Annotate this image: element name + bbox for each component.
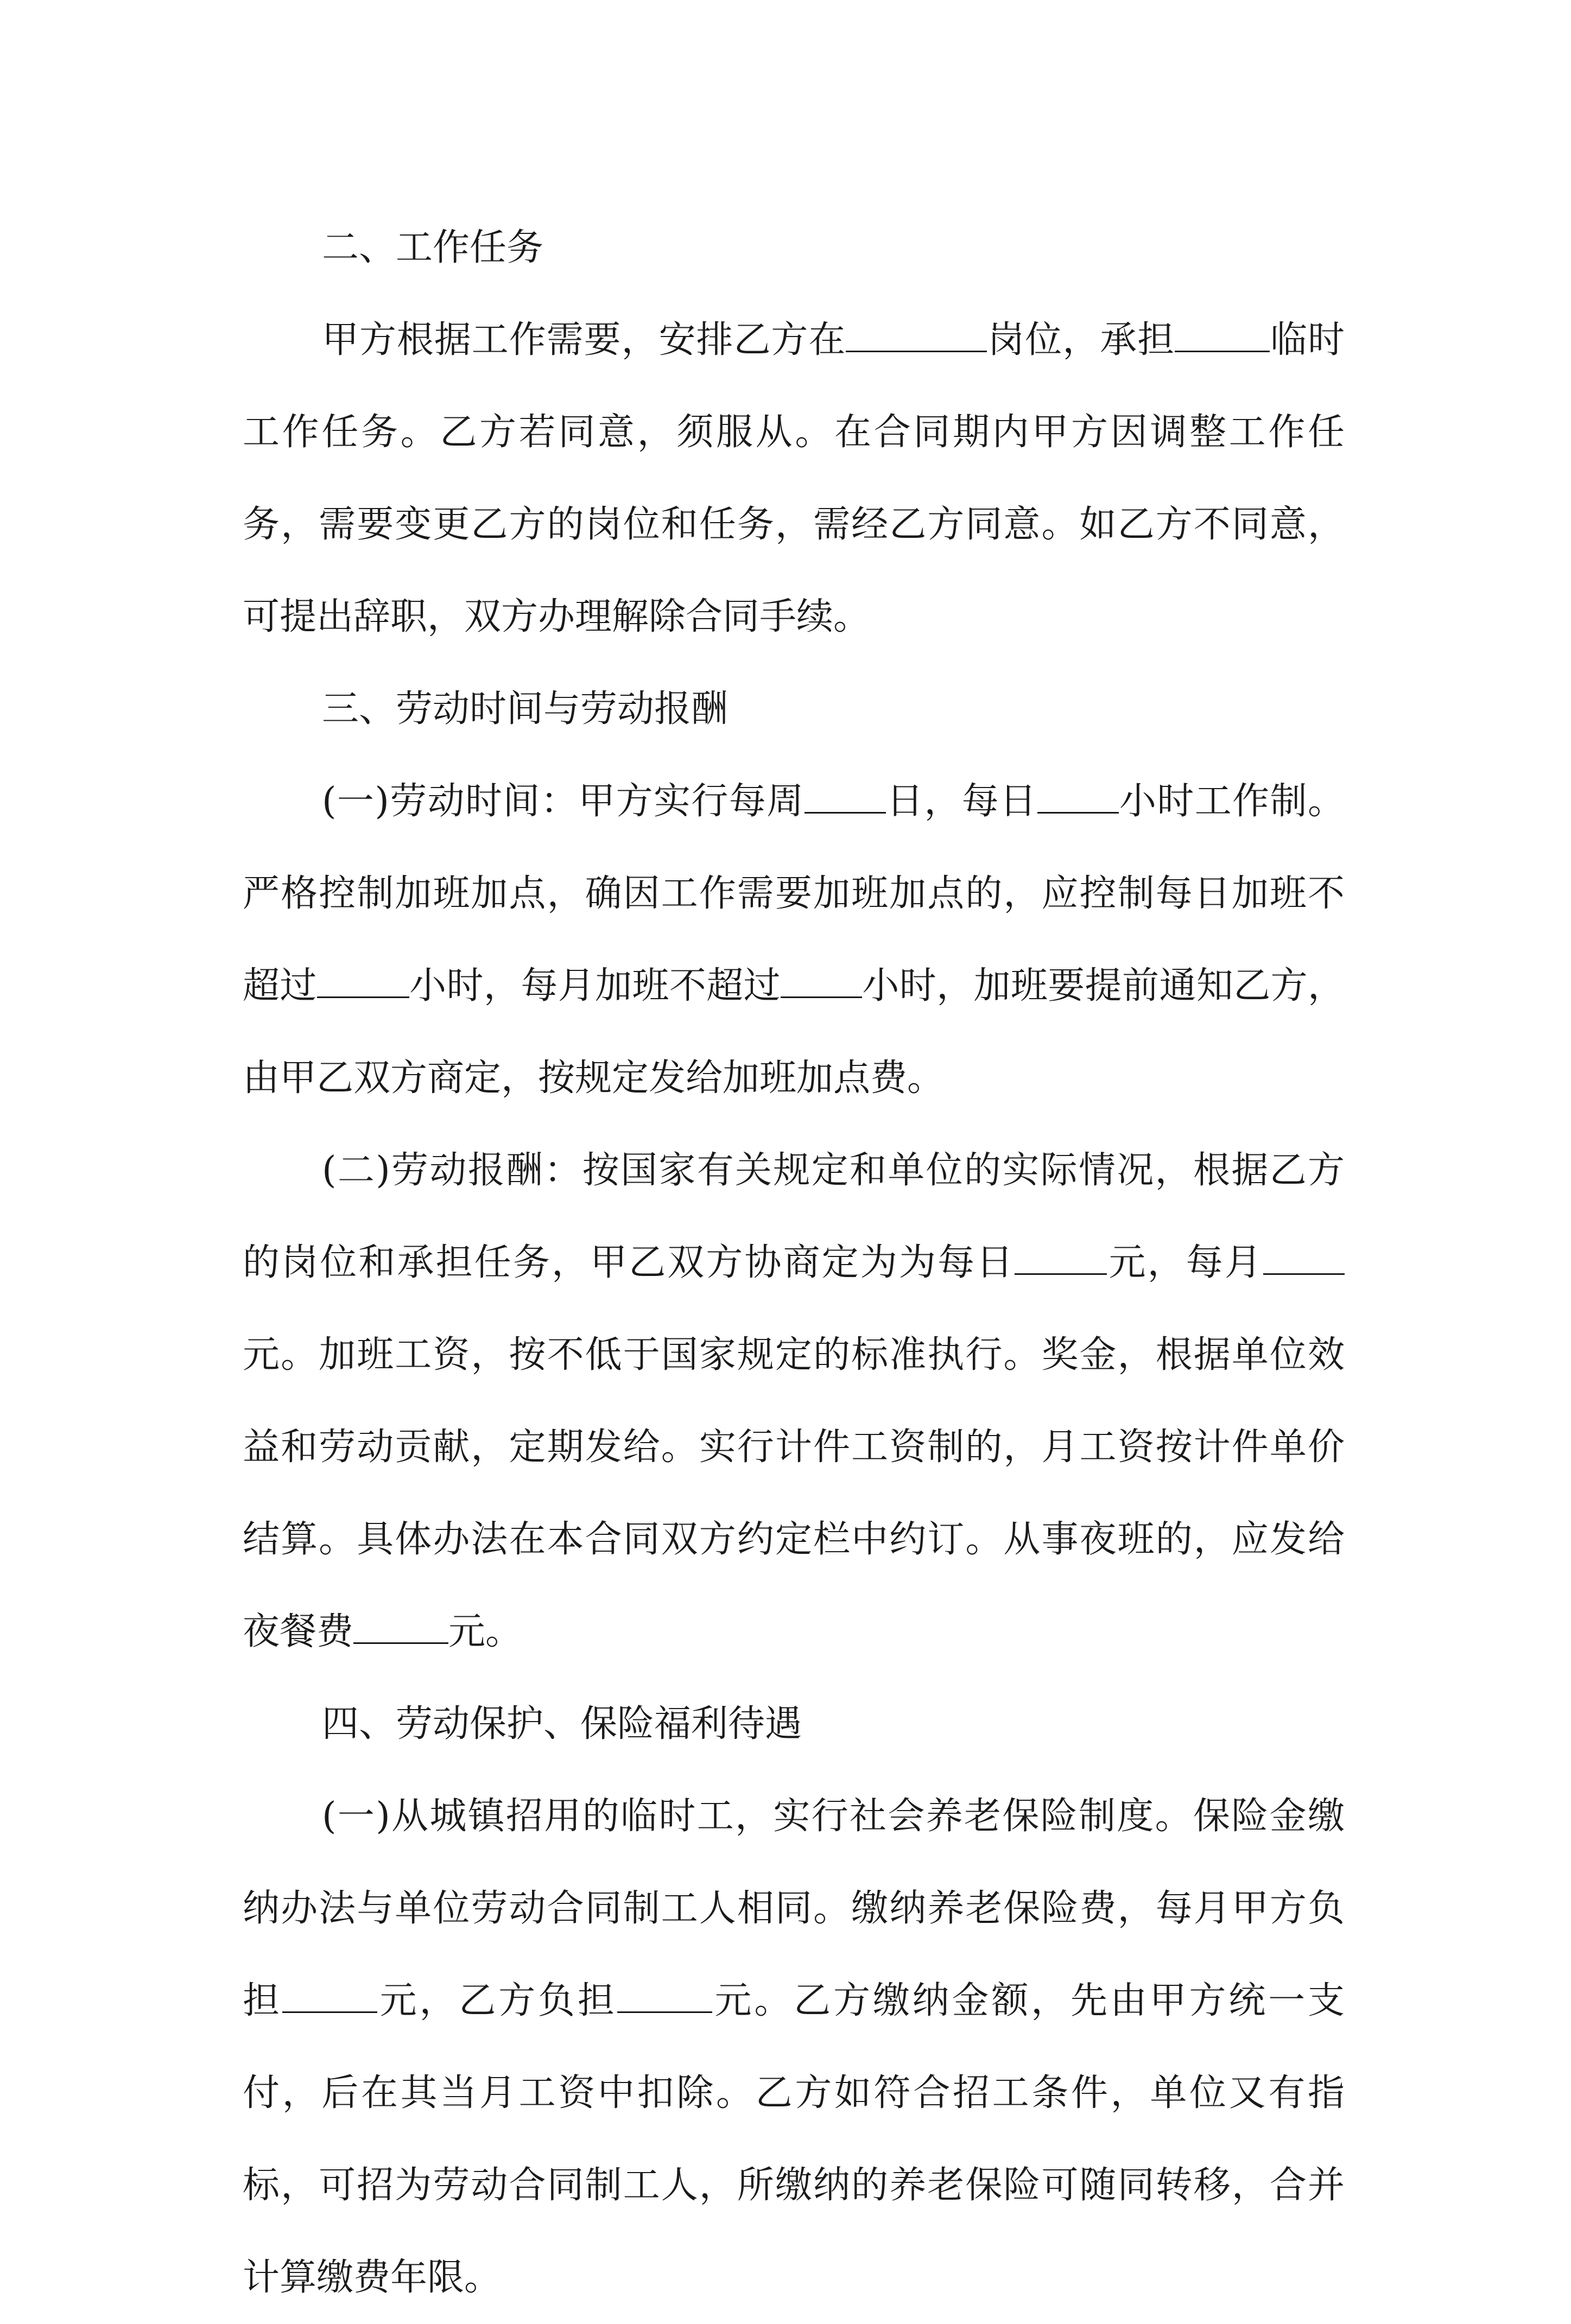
paragraph-pension-insurance — [243, 1770, 1345, 2324]
text-segment: 临时工作任务。乙方若同意，须服从。在合同期内甲方因调整工作任务，需要变更乙方的岗位和任务，需经乙方同意。如乙方不同意，可提出辞职，双方办理解除合同手续。 — [243, 319, 1345, 638]
blank-field-employer-share[interactable] — [282, 1978, 377, 2013]
document-body — [243, 202, 1345, 2324]
text-segment: 小时，加班要提前通知乙方，由甲乙双方商定，按规定发给加班加点费。 — [243, 964, 1345, 1100]
text-segment: 元。 — [448, 1610, 523, 1653]
paragraph-remuneration — [243, 1125, 1345, 1678]
text-segment: 岗位，承担 — [987, 319, 1175, 361]
text-segment: 日，每日 — [885, 780, 1037, 823]
section-heading-protection-insurance: 四、劳动保护、保险福利待遇 — [322, 1703, 802, 1745]
blank-field-night-meal-fee[interactable] — [353, 1609, 448, 1644]
blank-field-employee-share[interactable] — [617, 1978, 712, 2013]
blank-field-task[interactable] — [1175, 318, 1270, 352]
text-segment: (一)从城镇招用的临时工，实行社会养老保险制度。保险金缴纳办法与单位劳动合同制工人相同。缴纳养老保险费，每月甲方负担 — [243, 1795, 1345, 2022]
section-heading-work-task: 二、工作任务 — [322, 226, 544, 269]
text-segment: (一)劳动时间：甲方实行每周 — [322, 780, 804, 823]
blank-field-hours-per-day[interactable] — [1037, 779, 1119, 814]
blank-field-position[interactable] — [846, 318, 987, 352]
text-segment: (二)劳动报酬：按国家有关规定和单位的实际情况，根据乙方的岗位和承担任务，甲乙双方协商定为为每日 — [243, 1149, 1345, 1284]
text-segment: 元。加班工资，按不低于国家规定的标准执行。奖金，根据单位效益和劳动贡献，定期发给。实行计件工资制的，月工资按计件单价结算。具体办法在本合同双方约定栏中约订。从事夜班的，应发给夜餐费 — [243, 1334, 1345, 1653]
text-segment: 甲方根据工作需要，安排乙方在 — [322, 319, 846, 361]
blank-field-daily-overtime[interactable] — [317, 963, 409, 998]
section-heading-working-hours-pay: 三、劳动时间与劳动报酬 — [322, 688, 729, 731]
text-segment: 小时，每月加班不超过 — [409, 964, 781, 1007]
text-segment: 小时工作制。严格控制加班加点，确因工作需要加班加点的，应控制每日加班不超过 — [243, 780, 1345, 1007]
blank-field-monthly-overtime[interactable] — [781, 963, 862, 998]
blank-field-days-per-week[interactable] — [804, 779, 886, 814]
blank-field-daily-wage[interactable] — [1015, 1240, 1107, 1275]
blank-field-monthly-wage[interactable] — [1263, 1240, 1345, 1275]
text-segment: 元，每月 — [1107, 1241, 1263, 1284]
text-segment: 元，乙方负担 — [377, 1979, 617, 2022]
paragraph-working-hours — [243, 755, 1345, 1125]
text-segment: 元。乙方缴纳金额，先由甲方统一支付，后在其当月工资中扣除。乙方如符合招工条件，单位又有指标，可招为劳动合同制工人，所缴纳的养老保险可随同转移，合并计算缴费年限。 — [243, 1979, 1345, 2299]
paragraph-work-task — [243, 294, 1345, 663]
